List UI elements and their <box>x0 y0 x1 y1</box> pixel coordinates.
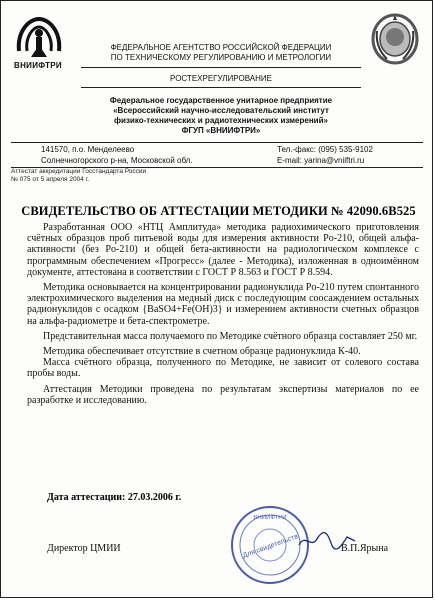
accreditation-line-1: Аттестат аккредитации Госстандарта России <box>11 168 147 175</box>
ussr-emblem-icon <box>369 11 421 67</box>
svg-text:ВНИИФТРИ: ВНИИФТРИ <box>253 515 287 521</box>
email: E-mail: yarina@vniiftri.ru <box>277 156 365 165</box>
certificate-title: СВИДЕТЕЛЬСТВО ОБ АТТЕСТАЦИИ МЕТОДИКИ № 42090.6В525 <box>21 204 416 218</box>
institute-line-1: Федеральное государственное унитарное предприятие <box>109 96 333 105</box>
divider <box>81 67 361 68</box>
accreditation-line-2: № 075 от 5 апреля 2004 г. <box>11 176 90 183</box>
rostekhregulirovanie: РОСТЕХРЕГУЛИРОВАНИЕ <box>170 74 272 83</box>
institute-line-3: физико-технических и радиотехнических измерений» <box>114 116 328 125</box>
certificate-body <box>27 222 419 410</box>
agency-line-1: ФЕДЕРАЛЬНОЕ АГЕНТСТВО РОССИЙСКОЙ ФЕДЕРАЦИИ <box>110 43 332 52</box>
address-block <box>41 144 193 166</box>
institute-line-2: «Всероссийский научно-исследовательский институт <box>113 106 329 115</box>
institute-line-4: ФГУП «ВНИИФТРИ» <box>181 126 261 135</box>
paragraph: Масса счётного образца, полученного по Методике, не зависит от солевого состава пробы воды. <box>27 357 419 380</box>
paragraph: Разработанная ООО «НТЦ Амплитуда» методика радиохимического приготовления счётных образцов проб питьевой воды для измерения активности Po-210, общей альфа-активности (без Po-210) и общей бета-активности на радиологическом комплексе с программным обеспечением «Прогресс» (далее - Методика), изложенная в одноимённом документе, аттестована в соответствии с ГОСТ Р 8.563 и ГОСТ Р 8.594. <box>27 222 419 278</box>
agency-line-2: ПО ТЕХНИЧЕСКОМУ РЕГУЛИРОВАНИЮ И МЕТРОЛОГИИ <box>110 53 332 62</box>
signer-name: В.П.Ярына <box>341 543 389 554</box>
address-line-1: 141570, п.о. Менделеево <box>41 145 135 154</box>
divider <box>81 87 361 88</box>
paragraph: Методика основывается на концентрировании радионуклида Po-210 путем спонтанного электрохимического выделения на медный диск с последующим соосаждением остальных радионуклидов с осадком {BaSO4+Fe(OH)3} и измерением активности счетных образцов на альфа-радиометре и бета-спектрометре. <box>27 282 419 327</box>
accreditation-note <box>11 168 146 184</box>
divider <box>11 142 423 143</box>
logo-caption: ВНИИФТРИ <box>14 61 62 70</box>
agency-block <box>81 43 361 63</box>
phone-fax: Тел.-факс: (095) 535-9102 <box>277 145 373 154</box>
contacts-block <box>277 144 373 166</box>
paragraph: Методика обеспечивает отсутствие в счетном образце радионуклида К-40. <box>43 346 361 358</box>
address-line-2: Солнечногорского р-на, Московской обл. <box>41 156 193 165</box>
institute-block <box>61 96 381 136</box>
attestation-date: Дата аттестации: 27.03.2006 г. <box>47 492 182 503</box>
director-title: Директор ЦМИИ <box>47 543 121 554</box>
svg-text:Для свидетельств: Для свидетельств <box>241 533 300 560</box>
paragraph: Аттестация Методики проведена по результатам экспертизы материалов по ее разработке и исследованию. <box>27 383 419 406</box>
paragraph: Представительная масса получаемого по Методике счётного образца составляет 250 мг. <box>43 330 418 342</box>
